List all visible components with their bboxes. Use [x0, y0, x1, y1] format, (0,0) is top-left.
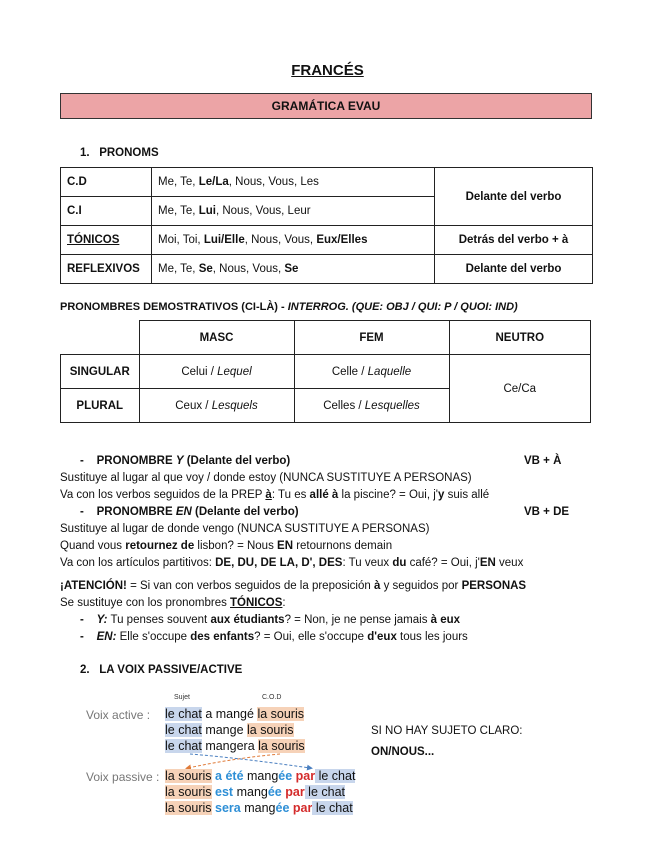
row-label-reflexivos: REFLEXIVOS [61, 255, 152, 284]
pronoms-table [60, 167, 593, 284]
table-row [61, 226, 593, 255]
voix-active-label: Voix active : [86, 708, 151, 722]
note-line-2: ON/NOUS... [371, 746, 435, 758]
pronombre-en-line-2: Quand vous retournez de lisbon? = Nous EN retournons demain [60, 540, 393, 552]
pronombre-y-heading: - PRONOMBRE Y (Delante del verbo) [80, 455, 291, 467]
page-title: FRANCÉS [291, 62, 364, 79]
table-row [61, 321, 591, 355]
cod-annotation: C.O.D [262, 694, 282, 701]
atencion-example-y: - Y: Tu penses souvent aux étudiants? = Non, je ne pense jamais à eux [80, 614, 461, 626]
pronombre-en-heading: - PRONOMBRE EN (Delante del verbo) [80, 506, 299, 518]
table-row [61, 168, 593, 197]
arrow-to-subject [188, 754, 280, 768]
atencion-example-en: - EN: Elle s'occupe des enfants? = Oui, elle s'occupe d'eux tous les jours [80, 631, 468, 643]
section-2-heading [80, 664, 242, 676]
passive-sentence-2: la souris est mangée par le chat [165, 785, 346, 799]
voix-passive-label: Voix passive : [86, 770, 160, 784]
active-sentence-1: le chat a mangé la souris [165, 707, 304, 721]
pronombre-y-line-1: Sustituye al lugar al que voy / donde estoy (NUNCA SUSTITUYE A PERSONAS) [60, 472, 472, 484]
plural-masc: Ceux / Lesquels [139, 389, 294, 423]
section-1-heading [80, 147, 159, 159]
pronombre-y-rule: VB + À [524, 455, 562, 467]
tonicos-pronouns: Moi, Toi, Lui/Elle, Nous, Vous, Eux/Elles [152, 226, 435, 255]
active-sentence-2: le chat mange la souris [165, 723, 294, 737]
plural-fem: Celles / Lesquelles [294, 389, 449, 423]
sujet-annotation: Sujet [174, 694, 190, 701]
atencion-line-1: ¡ATENCIÓN! = Si van con verbos seguidos de la preposición à y seguidos por PERSONAS [60, 580, 527, 592]
ci-pronouns: Me, Te, Lui, Nous, Vous, Leur [152, 197, 435, 226]
cd-ci-position: Delante del verbo [435, 168, 593, 226]
passive-sentence-1: la souris a été mangée par le chat [165, 769, 356, 783]
section-2-title: LA VOIX PASSIVE/ACTIVE [99, 664, 243, 676]
row-plural: PLURAL [61, 389, 140, 423]
table-row [61, 355, 591, 389]
cd-pronouns: Me, Te, Le/La, Nous, Vous, Les [152, 168, 435, 197]
note-line-1: SI NO HAY SUJETO CLARO: [371, 725, 523, 737]
pronombre-en-line-3: Va con los artículos partitivos: DE, DU, DE LA, D', DES: Tu veux du café? = Oui, j'EN veux [60, 557, 524, 569]
section-2-number: 2. [80, 664, 90, 676]
reflexivos-position: Delante del verbo [435, 255, 593, 284]
neutro-value: Ce/Ca [449, 355, 591, 423]
tonicos-position: Detrás del verbo + à [435, 226, 593, 255]
atencion-line-2: Se sustituye con los pronombres TÓNICOS: [60, 597, 286, 609]
singular-masc: Celui / Lequel [139, 355, 294, 389]
row-label-ci: C.I [61, 197, 152, 226]
col-neutro: NEUTRO [449, 321, 591, 355]
passive-sentence-3: la souris sera mangée par le chat [165, 801, 353, 815]
active-sentence-3: le chat mangera la souris [165, 739, 305, 753]
pronombre-en-line-1: Sustituye al lugar de donde vengo (NUNCA SUSTITUYE A PERSONAS) [60, 523, 430, 535]
table-row [61, 255, 593, 284]
reflexivos-pronouns: Me, Te, Se, Nous, Vous, Se [152, 255, 435, 284]
section-banner: GRAMÁTICA EVAU [60, 93, 592, 119]
arrow-to-agent [190, 754, 310, 768]
demostrativos-heading: PRONOMBRES DEMOSTRATIVOS (CI-LÀ) - INTERROG. (QUE: OBJ / QUI: P / QUOI: IND) [60, 301, 518, 313]
section-1-number: 1. [80, 147, 90, 159]
singular-fem: Celle / Laquelle [294, 355, 449, 389]
pronombre-y-line-2: Va con los verbos seguidos de la PREP à: Tu es allé à la piscine? = Oui, j'y suis allé [60, 489, 490, 501]
row-label-cd: C.D [61, 168, 152, 197]
row-singular: SINGULAR [61, 355, 140, 389]
row-label-tonicos: TÓNICOS [61, 226, 152, 255]
section-1-title: PRONOMS [99, 147, 159, 159]
pronombre-en-rule: VB + DE [524, 506, 570, 518]
col-fem: FEM [294, 321, 449, 355]
col-masc: MASC [139, 321, 294, 355]
demostrativos-table [60, 320, 591, 423]
